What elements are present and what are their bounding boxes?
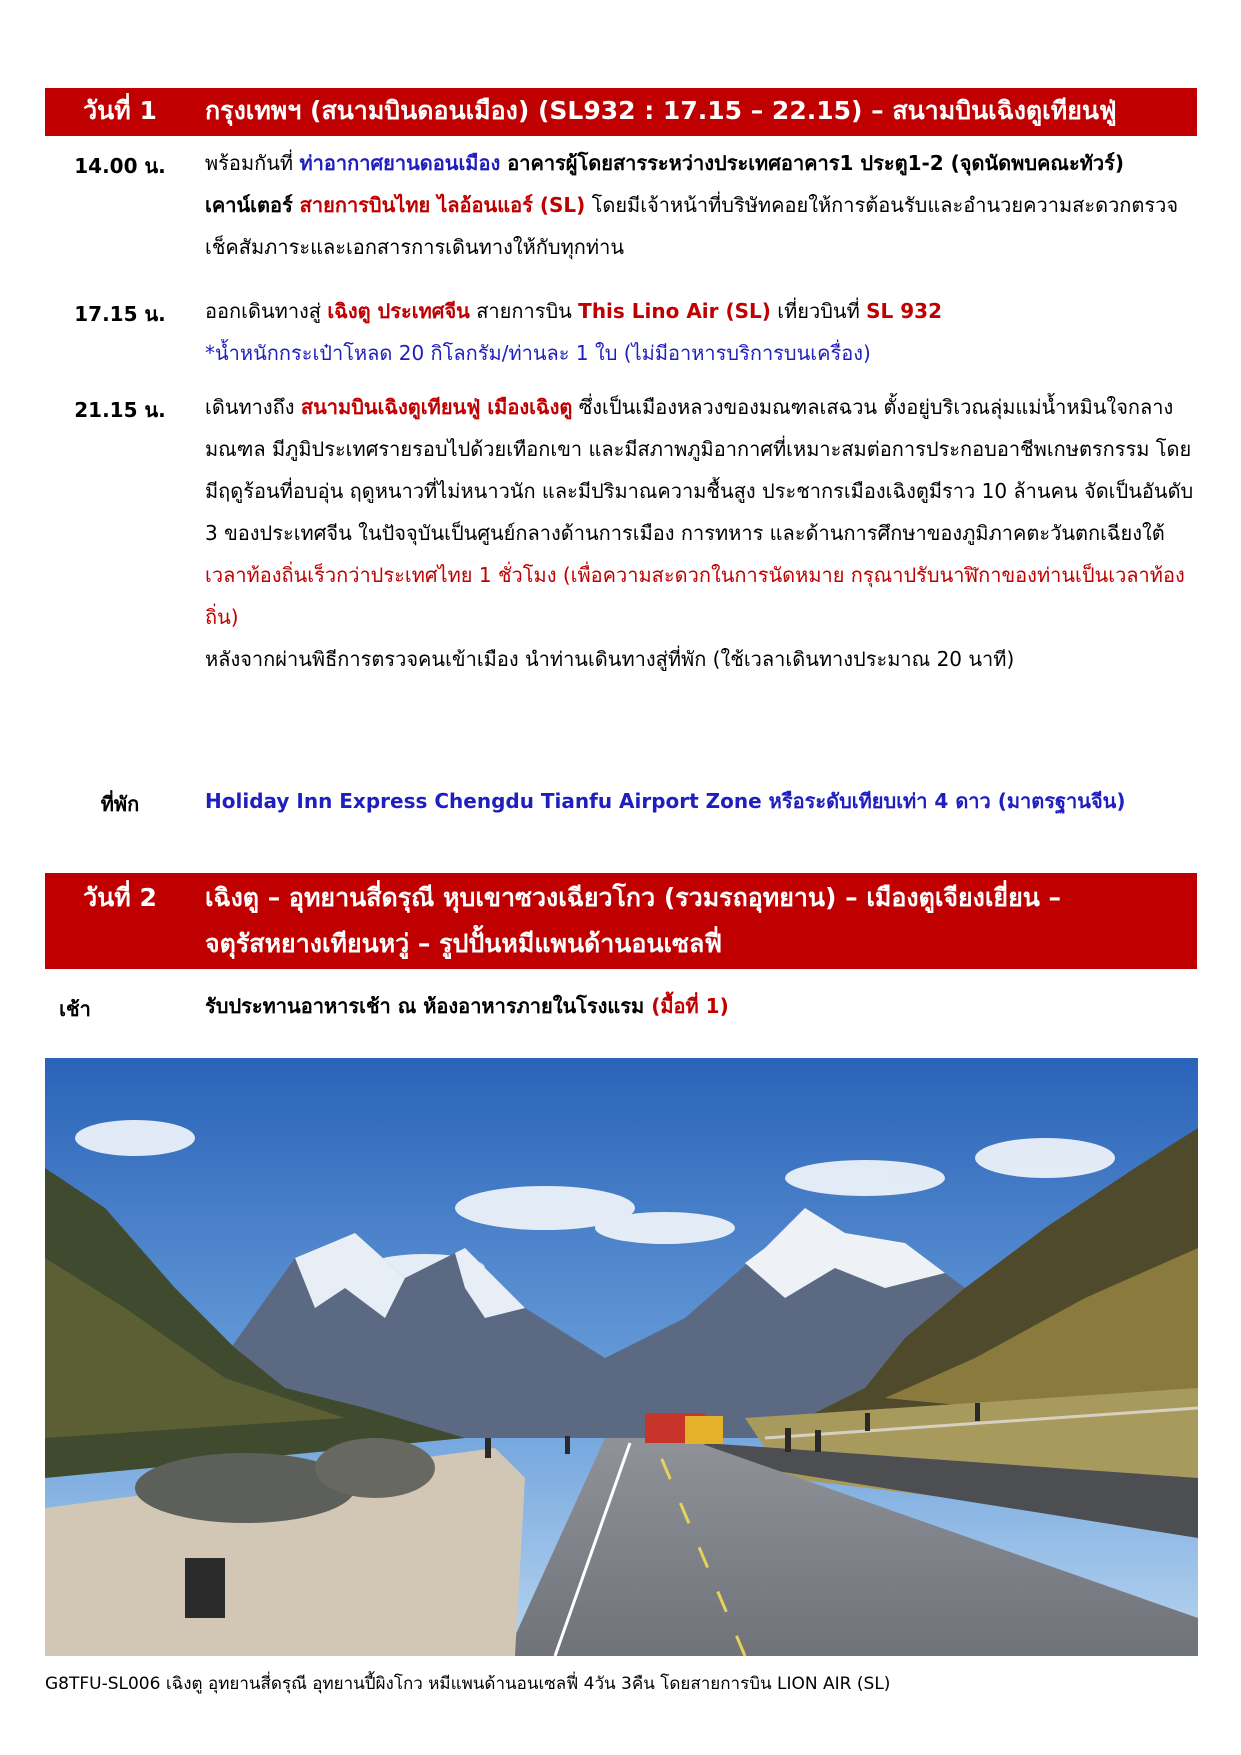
footer-text: G8TFU-SL006 เฉิงตู อุทยานสี่ดรุณี อุทยานปี้ผิงโกว หมีแพนด้านอนเซลฟี่ 4วัน 3คืน โดยสายการบิน LION AIR (SL) [45,1674,891,1694]
time-label: 21.15 น. [74,398,166,422]
baggage-note: *น้ำหนักกระเป๋าโหลด 20 กิโลกรัม/ท่านละ 1 ใบ (ไม่มีอาหารบริการบนเครื่อง) [205,341,871,365]
time-label: 17.15 น. [74,302,166,326]
text-part: ออกเดินทางสู่ [205,299,328,323]
meal-text: รับประทานอาหารเช้า ณ ห้องอาหารภายในโรงแรม [205,994,652,1018]
airport-name: ท่าอากาศยานดอนเมือง [299,151,501,175]
text-part: เที่ยวบินที่ [770,299,867,323]
meal-label: เช้า [59,997,91,1021]
text-part: ซึ่งเป็นเมืองหลวงของมณฑลเสฉวน ตั้งอยู่บริเวณลุ่มแม่น้ำหมินใจกลางมณฑล มีภูมิประเทศรายรอบไปด้วยเทือกเขา และมีสภาพภูมิอากาศที่เหมาะสมต่อการประกอบอาชีพเกษตรกรรม โดยมีฤดูร้อนที่อบอุ่น ฤดูหนาวที่ไม่หนาวนัก และมีปริมาณความชื้นสูง ประชากรเมืองเฉิงตูมีราว 10 ล้านคน จัดเป็นอันดับ 3 ของประเทศจีน ในปัจจุบันเป็นศูนย์กลางด้านการเมือง การทหาร และด้านการศึกษาของภูมิภาคตะวันตกเฉียงใต้ [205,395,1194,545]
arrival-airport: สนามบินเฉิงตูเทียนฟู่ เมืองเฉิงตู [300,395,573,419]
meal-text-wrap [205,985,1197,1027]
day2-label: วันที่ 2 [83,883,157,912]
text-part: สายการบิน [469,299,579,323]
hotel-name: Holiday Inn Express Chengdu Tianfu Airport Zone หรือระดับเทียบเท่า 4 ดาว (มาตรฐานจีน) [205,789,1126,813]
airline-name: สายการบินไทย ไลอ้อนแอร์ (SL) [299,193,586,217]
day2-banner [45,873,1197,969]
day2-title-line2: จตุรัสหยางเทียนหวู่ – รูปปั้นหมีแพนด้านอนเซลฟี่ [205,929,723,958]
terminal-info: อาคารผู้โดยสารระหว่างประเทศอาคาร1 ประตู1-2 (จุดนัดพบคณะทัวร์) เคาน์เตอร์ [205,151,1125,217]
after-arrival-text: หลังจากผ่านพิธีการตรวจคนเข้าเมือง นำท่านเดินทางสู่ที่พัก (ใช้เวลาเดินทางประมาณ 20 นาที) [205,647,1015,671]
text-part: พร้อมกันที่ [205,151,300,175]
destination-name: เฉิงตู ประเทศจีน [327,299,470,323]
valley-photo [45,1058,1198,1656]
meal-count: (มื้อที่ 1) [651,994,729,1018]
airline-name: This Lino Air (SL) [578,299,771,323]
day2-title-line1: เฉิงตู – อุทยานสี่ดรุณี หุบเขาซวงเฉียวโกว (รวมรถอุทยาน) – เมืองตูเจียงเยี่ยน – [205,883,1062,912]
itinerary-text [205,290,1197,374]
day1-label: วันที่ 1 [83,96,157,125]
itinerary-text [205,386,1197,680]
time-label: 14.00 น. [74,154,166,178]
text-part: เดินทางถึง [205,395,301,419]
itinerary-text [205,142,1197,268]
day1-banner [45,88,1197,136]
timezone-note: เวลาท้องถิ่นเร็วกว่าประเทศไทย 1 ชั่วโมง (เพื่อความสะดวกในการนัดหมาย กรุณาปรับนาฬิกาของท่านเป็นเวลาท้องถิ่น) [205,563,1185,629]
text-part: โดยมีเจ้าหน้าที่บริษัทคอยให้การต้อนรับและอำนวยความสะดวกตรวจเช็คสัมภาระและเอกสารการเดินทางให้กับทุกท่าน [205,193,1179,259]
day1-title: กรุงเทพฯ (สนามบินดอนเมือง) (SL932 : 17.15 – 22.15) – สนามบินเฉิงตูเทียนฟู่ [205,96,1117,125]
flight-number: SL 932 [866,299,942,323]
hotel-label: ที่พัก [100,792,140,816]
